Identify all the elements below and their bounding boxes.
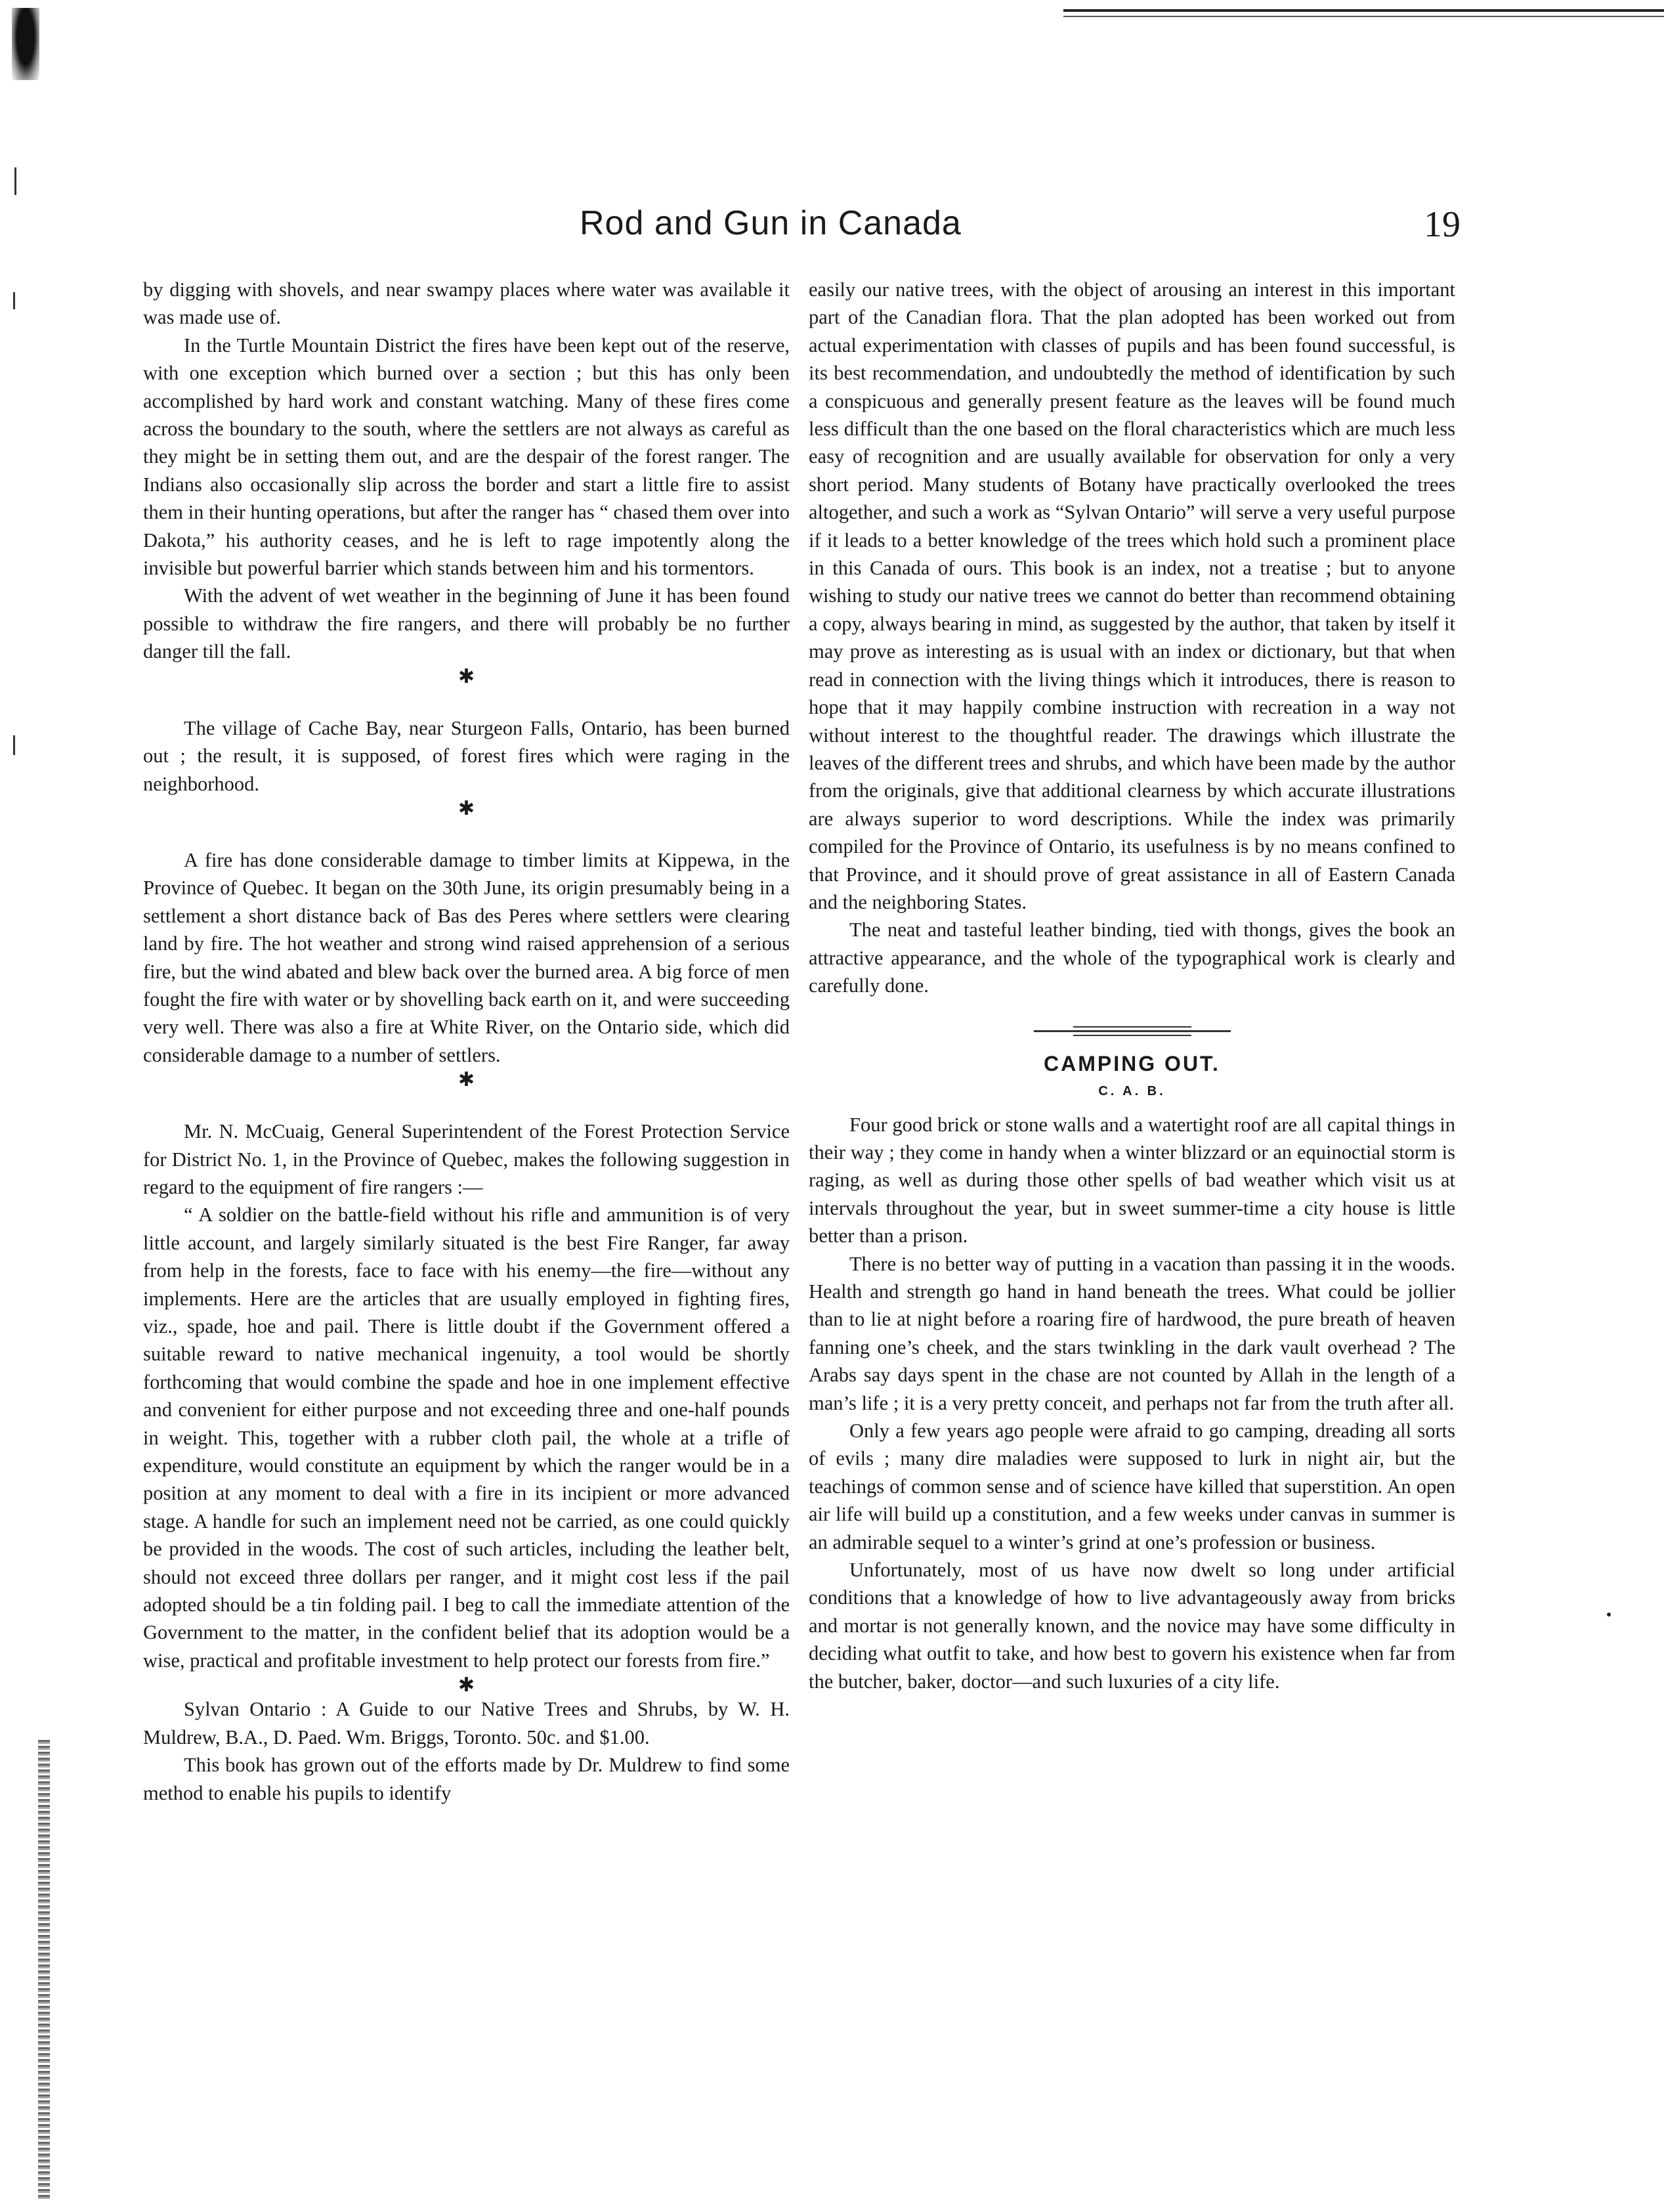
running-head: [141, 204, 1461, 256]
book-citation: Sylvan Ontario : A Guide to our Native Trees and Shrubs, by W. H. Muldrew, B.A., D. Paed. Wm. Briggs, Toronto. 50c. and $1.00.: [143, 1698, 790, 1748]
section-title: CAMPING OUT.: [1044, 1051, 1220, 1075]
paragraph: Four good brick or stone walls and a watertight roof are all capital things in their way ; they come in handy when a winter blizzard or an equinoctial storm is raging, as well as during those other spells of bad weather which visit us at intervals throughout the year, but in sweet summer-time a city house is little better than a prison.: [809, 1113, 1455, 1247]
paragraph: Unfortunately, most of us have now dwelt so long under artificial conditions that a knowledge of how to live advantageously away from bricks and mortar is not generally known, and the novice may have some difficulty in deciding what outfit to take, and how best to govern his existence when far from the butcher, baker, doctor—and such luxuries of a city life.: [809, 1559, 1455, 1693]
journal-title: Rod and Gun in Canada: [580, 204, 962, 242]
paragraph: A fire has done considerable damage to timber limits at Kippewa, in the Province of Quebec. It began on the 30th June, its origin presumably being in a settlement a short distance back of Bas des Peres where settlers were clearing land by fire. The hot weather and strong wind raised apprehension of a serious fire, but the wind abated and blew back over the burned area. A big force of men fought the fire with water or by shovelling back earth on it, and were succeeding very well. There was also a fire at White River, on the Ontario side, which did considerable damage to a number of settlers.: [143, 848, 790, 1066]
section-byline: C. A. B.: [1098, 1083, 1166, 1098]
stray-ink-dot: [1607, 1613, 1611, 1616]
top-edge-rule-thin: [1063, 16, 1664, 17]
paragraph: This book has grown out of the efforts made by Dr. Muldrew to find some method to enable his pupils to identify: [143, 1754, 790, 1804]
margin-mark: [13, 292, 15, 309]
binding-edge-shadow: [38, 1740, 50, 2200]
paragraph: Mr. N. McCuaig, General Superintendent of the Forest Protection Service for District No. 1, in the Province of Quebec, makes the following suggestion in regard to the equipment of fire rangers :—: [143, 1120, 790, 1198]
paragraph: The village of Cache Bay, near Sturgeon Falls, Ontario, has been burned out ; the result, it is supposed, of forest fires which were raging in the neighborhood.: [143, 716, 790, 795]
left-column: [143, 276, 790, 1807]
section-separator: ✱: [458, 1068, 475, 1092]
margin-mark: [13, 735, 15, 755]
rule-line: [1073, 1026, 1191, 1028]
paragraph: by digging with shovels, and near swampy places where water was available it was made use of.: [143, 278, 790, 329]
paragraph: There is no better way of putting in a vacation than passing it in the woods. Health and strength go hand in hand beneath the trees. What could be jollier than to lie at night before a roaring fire of hardwood, the pure breath of heaven fanning one’s cheek, and the stars twinkling in the dark vault overhead ? The Arabs say days spent in the chase are not counted by Allah in the length of a man’s life ; it is a very pretty conceit, and perhaps not far from the truth after all.: [809, 1252, 1455, 1414]
section-separator: ✱: [458, 1674, 475, 1697]
paragraph: The neat and tasteful leather binding, tied with thongs, gives the book an attractive appearance, and the whole of the typographical work is clearly and carefully done.: [809, 919, 1455, 997]
section-separator: ✱: [458, 796, 475, 820]
paragraph: In the Turtle Mountain District the fires have been kept out of the reserve, with one exception which burned over a section ; but this has only been accomplished by hard work and constant watching. Many of these fires come across the boundary to the south, where the settlers are not always as careful as they might be in setting them out, and are the despair of the forest ranger. The Indians also occasionally slip across the border and start a little fire to assist them in their hunting operations, but after the ranger has “ chased them over into Dakota,” his authority ceases, and he is left to rage impotently along the invisible but powerful barrier which stands between him and his tormentors.: [143, 334, 790, 580]
rule-line: [1073, 1035, 1191, 1036]
paragraph: easily our native trees, with the object of arousing an interest in this important part of the Canadian flora. That the plan adopted has been worked out from actual experimentation with classes of pupils and has been found successful, is its best recommendation, and undoubtedly the method of identification by such a conspicuous and generally present feature as the leaves will be found much less difficult than the one based on the floral characteristics which are much less easy of recognition and are usually available for observation for only a very short period. Many students of Botany have practically overlooked the trees altogether, and such a work as “Sylvan Ontario” will serve a very useful purpose if it leads to a better knowledge of the trees which hold such a prominent place in this Canada of ours. This book is an index, not a treatise ; but to anyone wishing to study our native trees we cannot do better than recommend obtaining a copy, always bearing in mind, as suggested by the author, that taken by itself it may prove as interesting as is usual with an index or dictionary, but that when read in connection with the living things which it introduces, there is reason to hope that it may happily combine instruction with recreation in a way not without interest to the thoughtful reader. The drawings which illustrate the leaves of the different trees and shrubs, and which have been made by the author from the originals, give that additional clearness by which accurate illustrations are always superior to word descriptions. While the index was primarily compiled for the Province of Ontario, its usefulness is by no means confined to that Province, and it should prove of great assistance in all of Eastern Canada and the neighboring States.: [809, 278, 1455, 913]
quoted-paragraph: “ A soldier on the battle-field without his rifle and ammunition is of very little account, and largely similarly situated is the best Fire Ranger, far away from help in the forests, face to face with his enemy—the fire—without any implements. Here are the articles that are usually employed in fighting fires, viz., spade, hoe and pail. There is little doubt if the Government offered a suitable reward to native mechanical ingenuity, a tool would be shortly forthcoming that would combine the spade and hoe in one implement effective and convenient for either purpose and not exceeding three and one-half pounds in weight. This, together with a rubber cloth pail, the whole at a trifle of expenditure, would constitute an equipment by which the ranger would be in a position at any moment to deal with a fire in its incipient or more advanced stage. A handle for such an implement need not be carried, as one could quickly be provided in the woods. The cost of such articles, including the leather belt, should not exceed three dollars per ranger, and it might cost less if the pail adopted should be a tin folding pail. I beg to call the immediate attention of the Government to the matter, in the confident belief that its adoption would be a wise, practical and profitable investment to help protect our forests from fire.”: [143, 1204, 790, 1672]
page-number: 19: [1424, 204, 1461, 245]
section-separator: ✱: [458, 664, 475, 688]
margin-mark: [14, 167, 16, 195]
right-column: [809, 276, 1455, 1695]
paragraph: Only a few years ago people were afraid to go camping, dreading all sorts of evils ; many dire maladies were supposed to lurk in night air, but the teachings of common sense and of science have killed that superstition. An open air life will build up a constitution, and a few weeks under canvas in summer is an admirable sequel to a winter’s grind at one’s profession or business.: [809, 1420, 1455, 1553]
top-edge-rule: [1063, 9, 1664, 12]
section-rule: [1034, 1026, 1231, 1036]
rule-line: [1034, 1030, 1231, 1032]
paragraph: With the advent of wet weather in the beginning of June it has been found possible to withdraw the fire rangers, and there will probably be no further danger till the fall.: [143, 584, 790, 663]
binding-ink-blot: [12, 8, 39, 80]
